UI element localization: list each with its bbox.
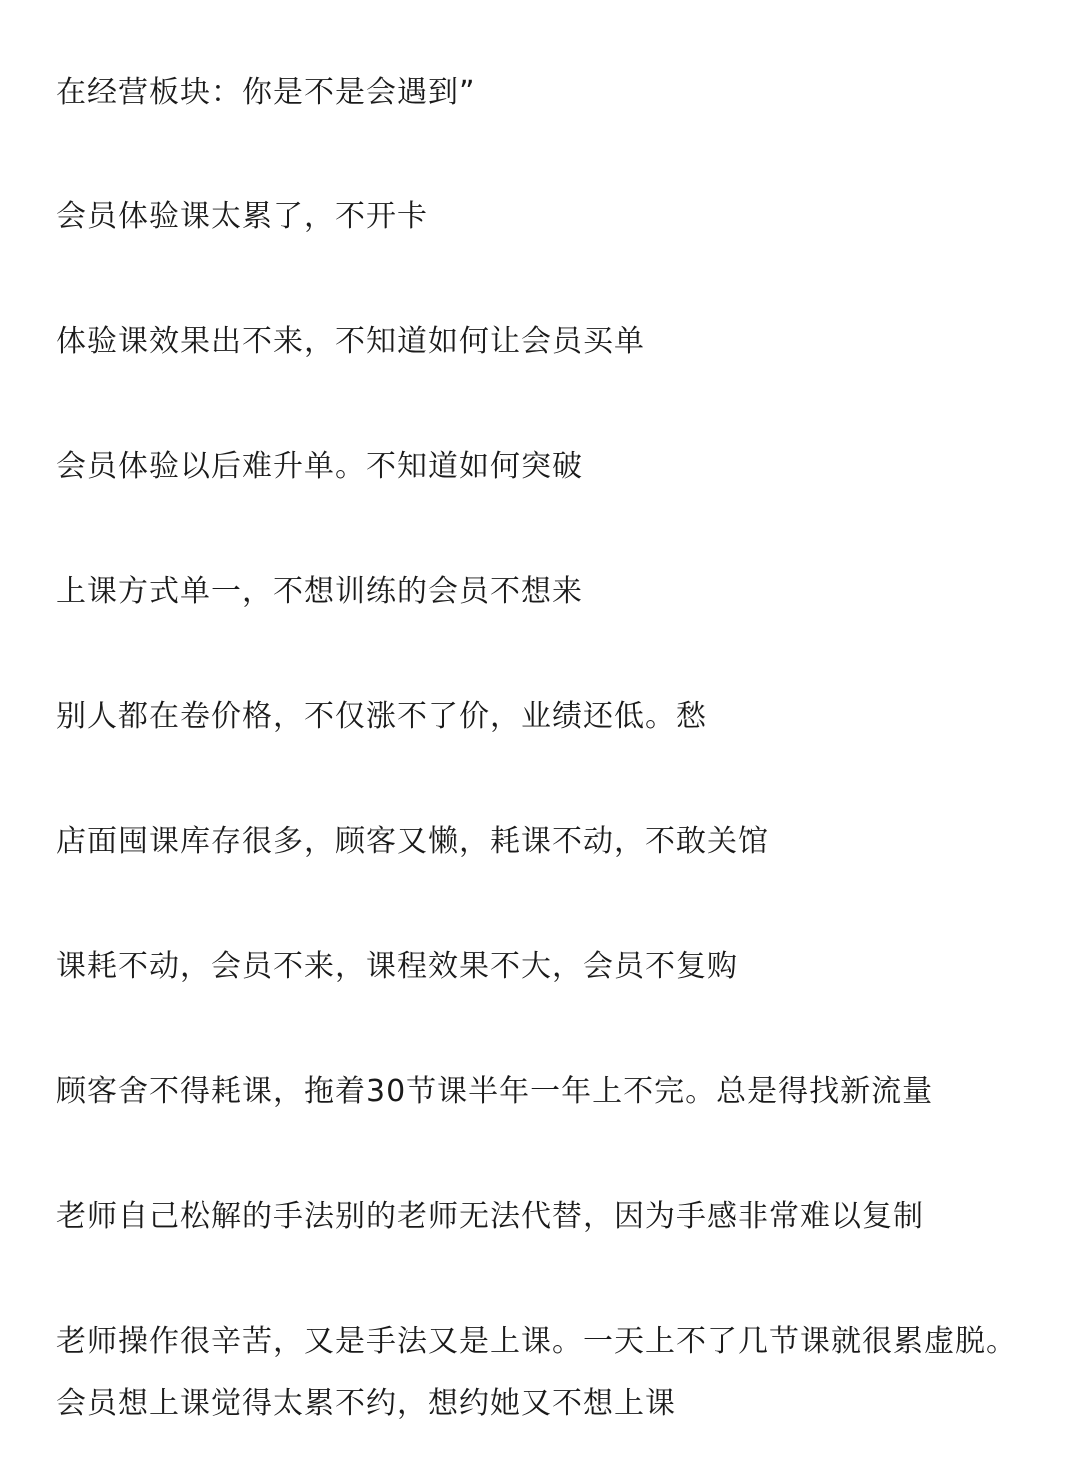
paragraph-pain-point-2: 体验课效果出不来，不知道如何让会员买单 <box>56 324 645 359</box>
paragraph-pain-point-1: 会员体验课太累了，不开卡 <box>56 199 428 234</box>
paragraph-pain-point-6: 店面囤课库存很多，顾客又懒，耗课不动，不敢关馆 <box>56 824 769 859</box>
paragraph-pain-point-10: 老师操作很辛苦，又是手法又是上课。一天上不了几节课就很累虚脱。会员想上课觉得太累不约，想约她又不想上课 <box>56 1324 1017 1421</box>
paragraph-pain-point-7: 课耗不动，会员不来，课程效果不大，会员不复购 <box>56 949 738 984</box>
paragraph-pain-point-8: 顾客舍不得耗课，拖着30节课半年一年上不完。总是得找新流量 <box>56 1074 934 1109</box>
paragraph-pain-point-9: 老师自己松解的手法别的老师无法代替，因为手感非常难以复制 <box>56 1199 924 1234</box>
paragraph-pain-point-3: 会员体验以后难升单。不知道如何突破 <box>56 449 583 484</box>
paragraph-intro: 在经营板块：你是不是会遇到” <box>56 75 476 110</box>
paragraph-pain-point-4: 上课方式单一，不想训练的会员不想来 <box>56 574 583 609</box>
paragraph-pain-point-5: 别人都在卷价格，不仅涨不了价，业绩还低。愁 <box>56 699 707 734</box>
